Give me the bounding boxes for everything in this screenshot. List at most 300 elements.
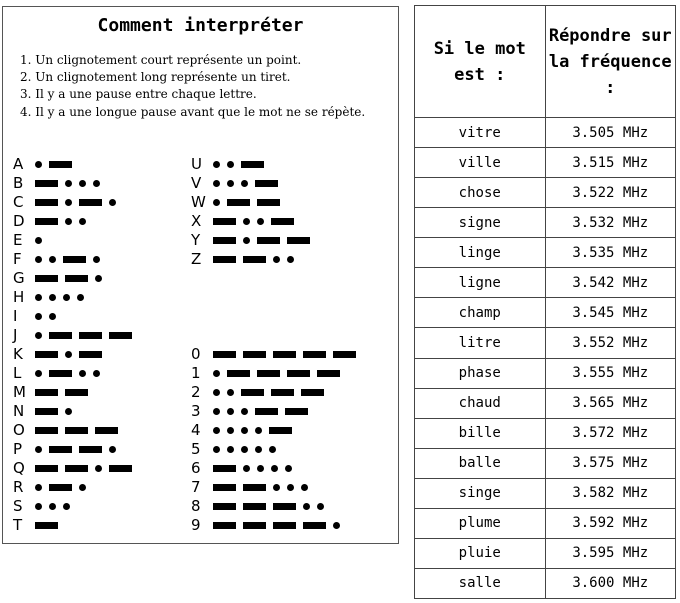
morse-row — [191, 231, 317, 250]
dot-mark — [35, 237, 42, 244]
dash-mark — [49, 332, 72, 339]
morse-code — [213, 370, 347, 377]
morse-row — [13, 402, 79, 421]
frequency-cell: 3.505 MHz — [545, 118, 676, 148]
morse-row — [13, 193, 123, 212]
morse-symbol: S — [13, 497, 23, 515]
dot-mark — [49, 256, 56, 263]
morse-code — [35, 522, 65, 529]
morse-code — [35, 313, 63, 320]
word-cell: linge — [415, 238, 546, 268]
dot-mark — [273, 256, 280, 263]
morse-code — [213, 484, 315, 491]
morse-code — [213, 465, 299, 472]
table-row — [415, 508, 676, 538]
table-row — [415, 358, 676, 388]
dot-mark — [241, 180, 248, 187]
dash-mark — [63, 256, 86, 263]
dash-mark — [35, 427, 58, 434]
dash-mark — [303, 522, 326, 529]
rule-item: 1. Un clignotement court représente un point. — [20, 53, 302, 67]
dash-mark — [241, 389, 264, 396]
dot-mark — [65, 408, 72, 415]
morse-symbol: V — [191, 174, 202, 192]
dash-mark — [95, 427, 118, 434]
morse-code — [213, 522, 347, 529]
morse-symbol: M — [13, 383, 26, 401]
dash-mark — [273, 522, 296, 529]
dot-mark — [79, 484, 86, 491]
dot-mark — [243, 465, 250, 472]
dash-mark — [109, 332, 132, 339]
dot-mark — [49, 294, 56, 301]
dot-mark — [241, 446, 248, 453]
dash-mark — [35, 275, 58, 282]
dash-mark — [213, 256, 236, 263]
morse-code — [213, 180, 285, 187]
dash-mark — [243, 484, 266, 491]
dot-mark — [213, 427, 220, 434]
morse-row — [191, 440, 283, 459]
morse-symbol: B — [13, 174, 24, 192]
dash-mark — [49, 161, 72, 168]
table-row — [415, 568, 676, 598]
dash-mark — [35, 180, 58, 187]
morse-code — [35, 446, 123, 453]
dash-mark — [287, 237, 310, 244]
dash-mark — [213, 465, 236, 472]
table-row — [415, 238, 676, 268]
morse-row — [191, 250, 301, 269]
dot-mark — [213, 161, 220, 168]
dash-mark — [79, 199, 102, 206]
dash-mark — [317, 370, 340, 377]
dash-mark — [35, 218, 58, 225]
header-frequency: Répondre sur la fréquence : — [545, 6, 676, 118]
frequency-cell: 3.600 MHz — [545, 568, 676, 598]
frequency-cell: 3.522 MHz — [545, 178, 676, 208]
morse-symbol: 9 — [191, 516, 201, 534]
panel-title: Comment interpréter — [97, 15, 304, 36]
dash-mark — [49, 446, 72, 453]
morse-symbol: 8 — [191, 497, 201, 515]
dot-mark — [255, 446, 262, 453]
rule-item: 3. Il y a une pause entre chaque lettre. — [20, 87, 257, 102]
morse-symbol: 5 — [191, 440, 201, 458]
table-row — [415, 268, 676, 298]
frequency-cell: 3.575 MHz — [545, 448, 676, 478]
dash-mark — [65, 275, 88, 282]
dot-mark — [227, 446, 234, 453]
dash-mark — [79, 332, 102, 339]
dot-mark — [109, 199, 116, 206]
morse-code — [35, 427, 125, 434]
morse-symbol: 4 — [191, 421, 201, 439]
dash-mark — [303, 351, 326, 358]
dot-mark — [241, 408, 248, 415]
frequency-cell: 3.542 MHz — [545, 268, 676, 298]
dash-mark — [301, 389, 324, 396]
dash-mark — [35, 465, 58, 472]
frequency-cell: 3.592 MHz — [545, 508, 676, 538]
dash-mark — [241, 161, 264, 168]
morse-row — [13, 497, 77, 516]
rule-item: 2. Un clignotement long représente un tiret. — [20, 70, 291, 85]
dash-mark — [255, 180, 278, 187]
morse-row — [191, 459, 299, 478]
morse-symbol: Q — [13, 459, 25, 477]
morse-code — [35, 218, 93, 225]
dot-mark — [213, 370, 220, 377]
morse-code — [35, 180, 107, 187]
dash-mark — [243, 256, 266, 263]
word-cell: plume — [415, 508, 546, 538]
morse-symbol: 2 — [191, 383, 201, 401]
dash-mark — [65, 389, 88, 396]
dash-mark — [271, 218, 294, 225]
morse-row — [191, 478, 315, 497]
table-row — [415, 388, 676, 418]
dot-mark — [213, 199, 220, 206]
dash-mark — [35, 408, 58, 415]
table-header-row — [415, 6, 676, 118]
dash-mark — [257, 237, 280, 244]
morse-row — [13, 288, 91, 307]
dot-mark — [213, 180, 220, 187]
dot-mark — [35, 484, 42, 491]
dash-mark — [285, 408, 308, 415]
table-row — [415, 118, 676, 148]
dot-mark — [285, 465, 292, 472]
table-row — [415, 148, 676, 178]
morse-code — [213, 408, 315, 415]
morse-symbol: P — [13, 440, 23, 458]
morse-code — [35, 389, 95, 396]
morse-row — [13, 250, 107, 269]
word-cell: signe — [415, 208, 546, 238]
dash-mark — [35, 351, 58, 358]
dot-mark — [271, 465, 278, 472]
dot-mark — [227, 161, 234, 168]
dash-mark — [79, 351, 102, 358]
word-cell: ville — [415, 148, 546, 178]
dash-mark — [213, 237, 236, 244]
dot-mark — [65, 180, 72, 187]
dash-mark — [243, 351, 266, 358]
dash-mark — [49, 484, 72, 491]
dot-mark — [65, 199, 72, 206]
morse-row — [13, 364, 107, 383]
morse-row — [13, 326, 139, 345]
dash-mark — [333, 351, 356, 358]
table-row — [415, 328, 676, 358]
morse-row — [191, 497, 331, 516]
frequency-table — [414, 5, 676, 599]
word-cell: bille — [415, 418, 546, 448]
frequency-cell: 3.545 MHz — [545, 298, 676, 328]
dot-mark — [35, 370, 42, 377]
dot-mark — [35, 161, 42, 168]
dash-mark — [287, 370, 310, 377]
frequency-cell: 3.552 MHz — [545, 328, 676, 358]
morse-code — [213, 161, 271, 168]
dot-mark — [227, 427, 234, 434]
frequency-cell: 3.555 MHz — [545, 358, 676, 388]
word-cell: vitre — [415, 118, 546, 148]
dot-mark — [257, 465, 264, 472]
dot-mark — [35, 294, 42, 301]
morse-row — [13, 383, 95, 402]
morse-code — [213, 218, 301, 225]
frequency-cell: 3.595 MHz — [545, 538, 676, 568]
morse-code — [35, 351, 109, 358]
dash-mark — [213, 484, 236, 491]
morse-code — [35, 161, 79, 168]
morse-code — [213, 199, 287, 206]
dash-mark — [35, 389, 58, 396]
morse-symbol: 7 — [191, 478, 201, 496]
morse-symbol: J — [13, 326, 18, 344]
dot-mark — [93, 180, 100, 187]
morse-row — [13, 459, 139, 478]
morse-code — [35, 199, 123, 206]
morse-row — [13, 155, 79, 174]
table-row — [415, 298, 676, 328]
dot-mark — [213, 408, 220, 415]
table-row — [415, 448, 676, 478]
dash-mark — [273, 351, 296, 358]
dot-mark — [255, 427, 262, 434]
word-cell: litre — [415, 328, 546, 358]
dot-mark — [79, 218, 86, 225]
dot-mark — [303, 503, 310, 510]
dot-mark — [287, 256, 294, 263]
rule-item: 4. Il y a une longue pause avant que le mot ne se répète. — [20, 104, 366, 119]
dot-mark — [63, 503, 70, 510]
morse-symbol: 1 — [191, 364, 201, 382]
dot-mark — [35, 332, 42, 339]
dot-mark — [95, 275, 102, 282]
morse-row — [13, 269, 109, 288]
dash-mark — [213, 351, 236, 358]
dash-mark — [79, 446, 102, 453]
morse-row — [13, 516, 65, 535]
dash-mark — [35, 522, 58, 529]
dot-mark — [243, 218, 250, 225]
morse-symbol: X — [191, 212, 202, 230]
dot-mark — [213, 389, 220, 396]
dot-mark — [227, 389, 234, 396]
frequency-cell: 3.582 MHz — [545, 478, 676, 508]
morse-symbol: N — [13, 402, 25, 420]
word-cell: ligne — [415, 268, 546, 298]
morse-row — [191, 383, 331, 402]
dot-mark — [93, 256, 100, 263]
morse-symbol: K — [13, 345, 23, 363]
dot-mark — [227, 180, 234, 187]
morse-code — [213, 427, 299, 434]
dash-mark — [213, 522, 236, 529]
morse-code — [213, 351, 363, 358]
morse-row — [191, 174, 285, 193]
dash-mark — [49, 370, 72, 377]
word-cell: pluie — [415, 538, 546, 568]
dot-mark — [77, 294, 84, 301]
morse-symbol: W — [191, 193, 206, 211]
dot-mark — [273, 484, 280, 491]
morse-symbol: L — [13, 364, 22, 382]
dot-mark — [49, 313, 56, 320]
dash-mark — [255, 408, 278, 415]
dot-mark — [63, 294, 70, 301]
morse-row — [13, 231, 49, 250]
morse-row — [191, 193, 287, 212]
morse-code — [35, 256, 107, 263]
dash-mark — [227, 370, 250, 377]
word-cell: champ — [415, 298, 546, 328]
morse-symbol: C — [13, 193, 24, 211]
dash-mark — [227, 199, 250, 206]
word-cell: salle — [415, 568, 546, 598]
dot-mark — [35, 503, 42, 510]
morse-row — [191, 364, 347, 383]
morse-row — [13, 440, 123, 459]
morse-code — [35, 237, 49, 244]
morse-code — [35, 503, 77, 510]
word-cell: phase — [415, 358, 546, 388]
dot-mark — [257, 218, 264, 225]
dot-mark — [243, 237, 250, 244]
dot-mark — [317, 503, 324, 510]
morse-code — [35, 465, 139, 472]
dot-mark — [65, 351, 72, 358]
morse-symbol: 6 — [191, 459, 201, 477]
dash-mark — [271, 389, 294, 396]
dot-mark — [227, 408, 234, 415]
morse-symbol: Z — [191, 250, 202, 268]
dash-mark — [65, 427, 88, 434]
dash-mark — [109, 465, 132, 472]
morse-code — [213, 503, 331, 510]
dot-mark — [93, 370, 100, 377]
morse-code — [35, 370, 107, 377]
dash-mark — [243, 503, 266, 510]
morse-symbol: 0 — [191, 345, 201, 363]
table-body — [415, 118, 676, 599]
table-row — [415, 178, 676, 208]
dash-mark — [213, 503, 236, 510]
dash-mark — [213, 218, 236, 225]
word-cell: chaud — [415, 388, 546, 418]
morse-symbol: R — [13, 478, 24, 496]
morse-symbol: A — [13, 155, 24, 173]
frequency-cell: 3.515 MHz — [545, 148, 676, 178]
dot-mark — [301, 484, 308, 491]
dash-mark — [273, 503, 296, 510]
morse-symbol: F — [13, 250, 22, 268]
dot-mark — [35, 313, 42, 320]
morse-row — [191, 516, 347, 535]
morse-row — [13, 212, 93, 231]
dot-mark — [241, 427, 248, 434]
morse-code — [35, 332, 139, 339]
morse-code — [35, 408, 79, 415]
dash-mark — [257, 199, 280, 206]
table-row — [415, 208, 676, 238]
morse-symbol: I — [13, 307, 18, 325]
dot-mark — [49, 503, 56, 510]
dot-mark — [79, 370, 86, 377]
morse-code — [213, 256, 301, 263]
morse-row — [191, 212, 301, 231]
morse-row — [13, 174, 107, 193]
dot-mark — [35, 446, 42, 453]
morse-symbol: E — [13, 231, 23, 249]
dash-mark — [65, 465, 88, 472]
morse-row — [191, 155, 271, 174]
dot-mark — [35, 256, 42, 263]
morse-row — [13, 307, 63, 326]
frequency-cell: 3.535 MHz — [545, 238, 676, 268]
morse-code — [35, 294, 91, 301]
morse-symbol: T — [13, 516, 23, 534]
dot-mark — [65, 218, 72, 225]
morse-row — [191, 345, 363, 364]
morse-code — [213, 237, 317, 244]
table-row — [415, 538, 676, 568]
morse-code — [35, 275, 109, 282]
header-word: Si le mot est : — [415, 6, 546, 118]
morse-row — [13, 478, 93, 497]
morse-row — [13, 345, 109, 364]
table-row — [415, 478, 676, 508]
dash-mark — [269, 427, 292, 434]
dot-mark — [333, 522, 340, 529]
dot-mark — [109, 446, 116, 453]
morse-symbol: 3 — [191, 402, 201, 420]
word-cell: singe — [415, 478, 546, 508]
morse-symbol: O — [13, 421, 25, 439]
morse-row — [191, 402, 315, 421]
rules-list — [20, 52, 390, 121]
word-cell: chose — [415, 178, 546, 208]
morse-symbol: U — [191, 155, 202, 173]
dot-mark — [95, 465, 102, 472]
morse-symbol: G — [13, 269, 25, 287]
morse-symbol: Y — [191, 231, 201, 249]
dash-mark — [257, 370, 280, 377]
morse-row — [191, 421, 299, 440]
dot-mark — [269, 446, 276, 453]
morse-code — [213, 389, 331, 396]
frequency-cell: 3.565 MHz — [545, 388, 676, 418]
morse-symbol: D — [13, 212, 25, 230]
dot-mark — [79, 180, 86, 187]
morse-row — [13, 421, 125, 440]
frequency-cell: 3.572 MHz — [545, 418, 676, 448]
morse-code — [35, 484, 93, 491]
morse-code — [213, 446, 283, 453]
morse-symbol: H — [13, 288, 25, 306]
dash-mark — [35, 199, 58, 206]
word-cell: balle — [415, 448, 546, 478]
table-row — [415, 418, 676, 448]
frequency-cell: 3.532 MHz — [545, 208, 676, 238]
dot-mark — [287, 484, 294, 491]
dot-mark — [213, 446, 220, 453]
dash-mark — [243, 522, 266, 529]
instructions-panel — [2, 6, 399, 544]
